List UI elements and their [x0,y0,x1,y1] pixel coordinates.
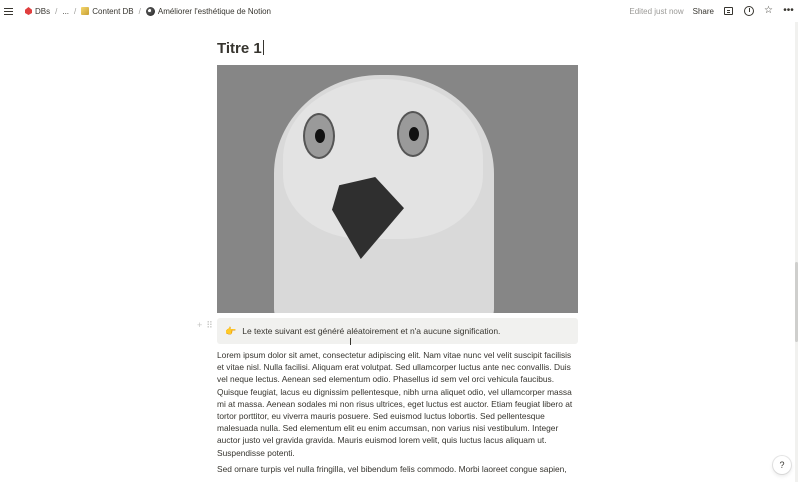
breadcrumb-current-page[interactable]: Améliorer l'esthétique de Notion [144,6,273,17]
question-mark-icon: ? [779,460,785,470]
top-bar [0,0,800,22]
sidebar-toggle-menu-icon[interactable] [4,8,14,15]
paragraph-block[interactable]: Sed ornare turpis vel nulla fringilla, vel bibendum felis commodo. Morbi laoreet congue sapien, [217,464,567,474]
owl-left-eye [303,113,335,159]
edited-status: Edited just now [629,6,684,16]
red-gem-icon [25,7,32,15]
block-handles [197,320,213,331]
callout-block[interactable] [217,318,578,344]
notion-logo-icon [146,7,155,16]
favorite-button[interactable] [763,6,774,17]
share-button[interactable]: Share [692,6,714,16]
star-icon: ☆ [764,5,773,16]
more-options-button[interactable]: ••• [783,5,794,16]
cover-image[interactable] [217,65,578,313]
breadcrumb-content-db[interactable]: Content DB [79,6,135,17]
paragraph-block[interactable]: Lorem ipsum dolor sit amet, consectetur adipiscing elit. Nam vitae nunc vel velit suscipit facilisis et vitae nisl. Nulla facilisi. Aliquam erat volutpat. Sed ullamcorper luctus ante nec convallis. Duis vel neque lectus. Aenean sed elementum odio. Phasellus id sem vel orci vehicula faucibus. Quisque feugiat, lacus eu dignissim pellentesque, nibh urna aliquet odio, vel ullamcorper massa mi at massa. Aenean sodales mi non risus ultrices, eget luctus est auctor. Etiam feugiat libero at tortor porttitor, eu viverra mauris posuere. Sed euismod luctus lobortis. Sed pellentesque malesuada nulla. Sed elementum elit eu enim accumsan, non varius nisi vestibulum. Integer auctor justo vel gravida gravida. Mauris euismod lorem velit, quis luctus lacus aliquam ut. Suspendisse potenti. [217,350,573,458]
mouse-ibeam-cursor [350,338,351,345]
scrollbar-track[interactable] [795,22,798,482]
scrollbar-thumb[interactable] [795,262,798,342]
add-block-icon[interactable]: + [197,320,203,330]
clock-icon [744,6,754,16]
breadcrumb-ellipsis[interactable]: ... [62,6,70,16]
updates-button[interactable] [743,6,754,17]
drag-handle-icon[interactable]: ⠿ [206,320,213,330]
comment-icon [724,7,733,15]
breadcrumb-separator: / [74,6,77,16]
owl-right-eye [397,111,429,157]
comments-button[interactable] [723,6,734,17]
breadcrumb-dbs[interactable]: DBs [23,6,52,17]
pointing-hand-icon: 👉 [225,325,237,336]
breadcrumb [23,6,273,17]
text-cursor [263,40,264,55]
topbar-actions [629,0,794,22]
breadcrumb-separator: / [55,6,58,16]
help-button[interactable] [773,456,791,474]
callout-text: Le texte suivant est généré aléatoirement et n'a aucune signification. [242,326,501,336]
breadcrumb-separator: / [138,6,141,16]
page-title[interactable]: Titre 1 [217,40,262,57]
notepad-icon [81,7,89,15]
